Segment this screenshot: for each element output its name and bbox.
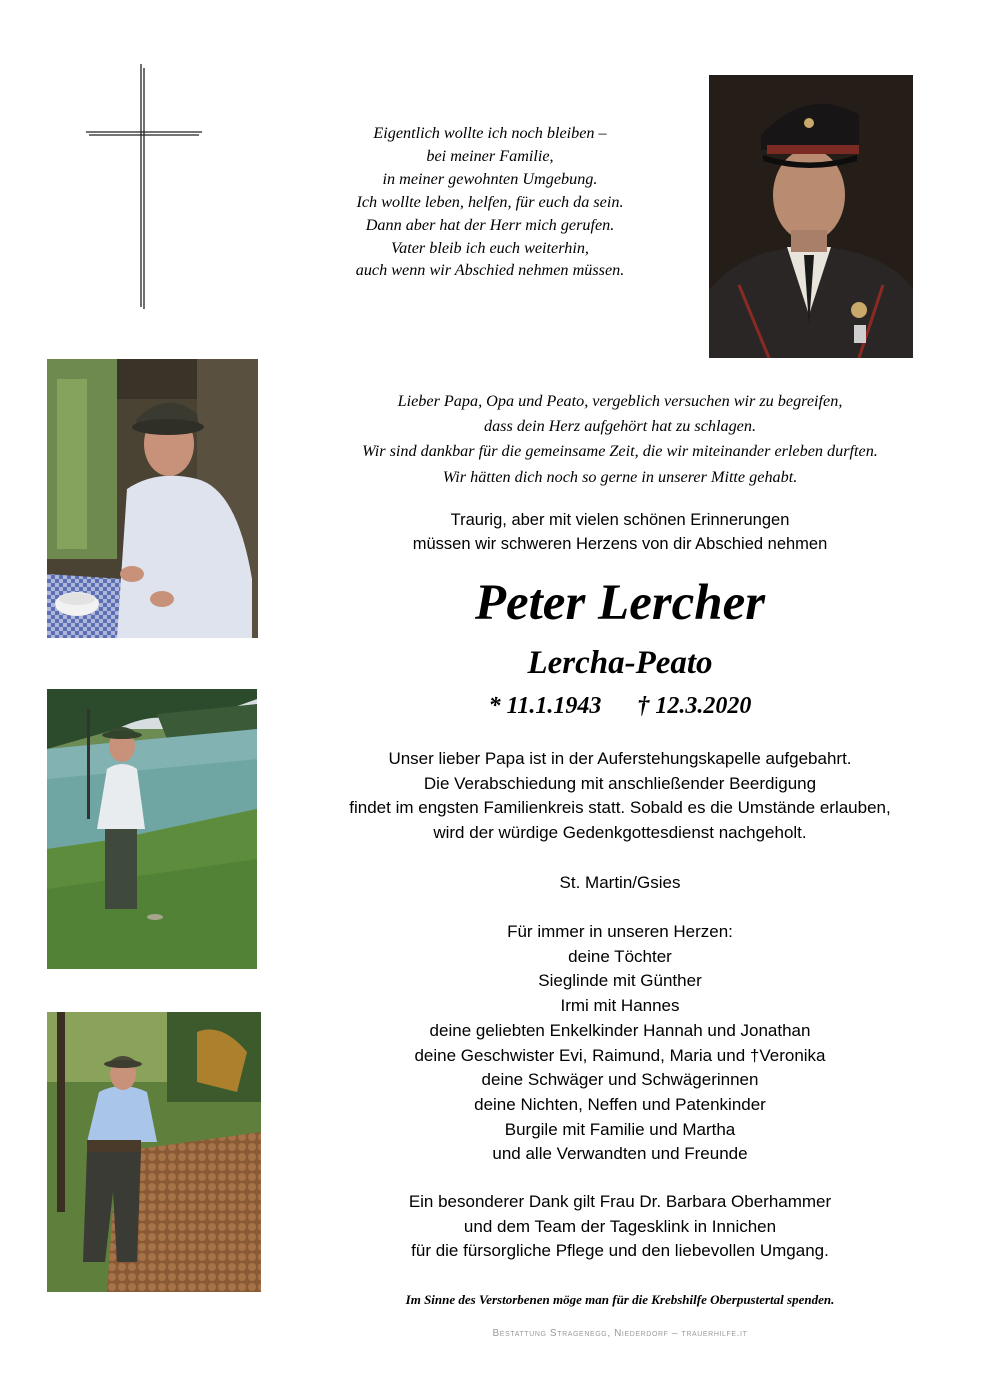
mourner-line: Irmi mit Hannes	[560, 996, 680, 1016]
intro-line: Wir hätten dich noch so gerne in unserer Mitte gehabt.	[442, 467, 798, 486]
portrait-photo	[709, 75, 913, 358]
poem-line: Ich wollte leben, helfen, für euch da sein.	[356, 192, 624, 211]
photo-man-at-lake	[47, 689, 257, 969]
mourner-line: und alle Verwandten und Freunde	[492, 1144, 748, 1164]
deceased-nickname: Lercha-Peato	[527, 645, 713, 681]
announcement-line: wird der würdige Gedenkgottesdienst nachgeholt.	[433, 823, 807, 843]
mourner-line: Burgile mit Familie und Martha	[504, 1119, 736, 1139]
mourner-line: deine Töchter	[568, 946, 672, 966]
poem-line: Vater bleib ich euch weiterhin,	[391, 238, 589, 257]
announcement-line: findet im engsten Familienkreis statt. Sobald es die Umstände erlauben,	[349, 798, 891, 818]
mourner-line: deine geliebten Enkelkinder Hannah und Jonathan	[429, 1020, 811, 1040]
footer-credit: Bestattung Stragenegg, Niederdorf – trauerhilfe.it	[492, 1328, 748, 1339]
photo-man-at-table	[47, 359, 258, 638]
announcement-line: Unser lieber Papa ist in der Auferstehungskapelle aufgebahrt.	[388, 749, 852, 768]
thanks-text	[300, 1190, 940, 1264]
poem-line: Dann aber hat der Herr mich gerufen.	[365, 215, 615, 234]
intro-line: dass dein Herz aufgehört hat zu schlagen.	[483, 417, 757, 436]
deceased-name: Peter Lercher	[474, 575, 766, 631]
sad-text	[300, 508, 940, 556]
mourners-list	[300, 920, 940, 1167]
photo-man-at-woodpile	[47, 1012, 261, 1292]
mourner-line: deine Schwäger und Schwägerinnen	[481, 1070, 759, 1090]
intro-line: Wir sind dankbar für die gemeinsame Zeit, die wir miteinander erleben durften.	[362, 442, 878, 461]
cross-icon	[86, 64, 202, 309]
intro-line: Lieber Papa, Opa und Peato, vergeblich versuchen wir zu begreifen,	[397, 392, 843, 410]
place: St. Martin/Gsies	[559, 873, 681, 892]
poem-line: in meiner gewohnten Umgebung.	[382, 169, 598, 188]
poem-line: bei meiner Familie,	[426, 146, 554, 165]
life-dates	[300, 690, 940, 722]
poem-line: Eigentlich wollte ich noch bleiben –	[373, 124, 607, 142]
sad-line: müssen wir schweren Herzens von dir Abschied nehmen	[412, 535, 828, 553]
announcement-line: Die Verabschiedung mit anschließender Beerdigung	[423, 773, 817, 793]
thanks-line: für die fürsorgliche Pflege und den liebevollen Umgang.	[411, 1241, 829, 1261]
mourner-line: deine Geschwister Evi, Raimund, Maria und †Veronika	[414, 1045, 826, 1065]
sad-line: Traurig, aber mit vielen schönen Erinnerungen	[450, 511, 790, 529]
mourner-line: Für immer in unseren Herzen:	[507, 922, 733, 941]
poem-line: auch wenn wir Abschied nehmen müssen.	[355, 261, 625, 280]
announcement	[300, 747, 940, 846]
death-date: † 12.3.2020	[637, 693, 752, 719]
thanks-line: und dem Team der Tagesklink in Innichen	[463, 1216, 777, 1236]
mourner-line: deine Nichten, Neffen und Patenkinder	[474, 1094, 766, 1114]
intro-text	[300, 389, 940, 490]
mourner-line: Sieglinde mit Günther	[538, 971, 702, 991]
thanks-line: Ein besonderer Dank gilt Frau Dr. Barbara Oberhammer	[408, 1192, 832, 1211]
birth-date: * 11.1.1943	[488, 693, 602, 719]
poem	[300, 122, 680, 282]
donation-note: Im Sinne des Verstorbenen möge man für die Krebshilfe Oberpustertal spenden.	[405, 1292, 835, 1307]
